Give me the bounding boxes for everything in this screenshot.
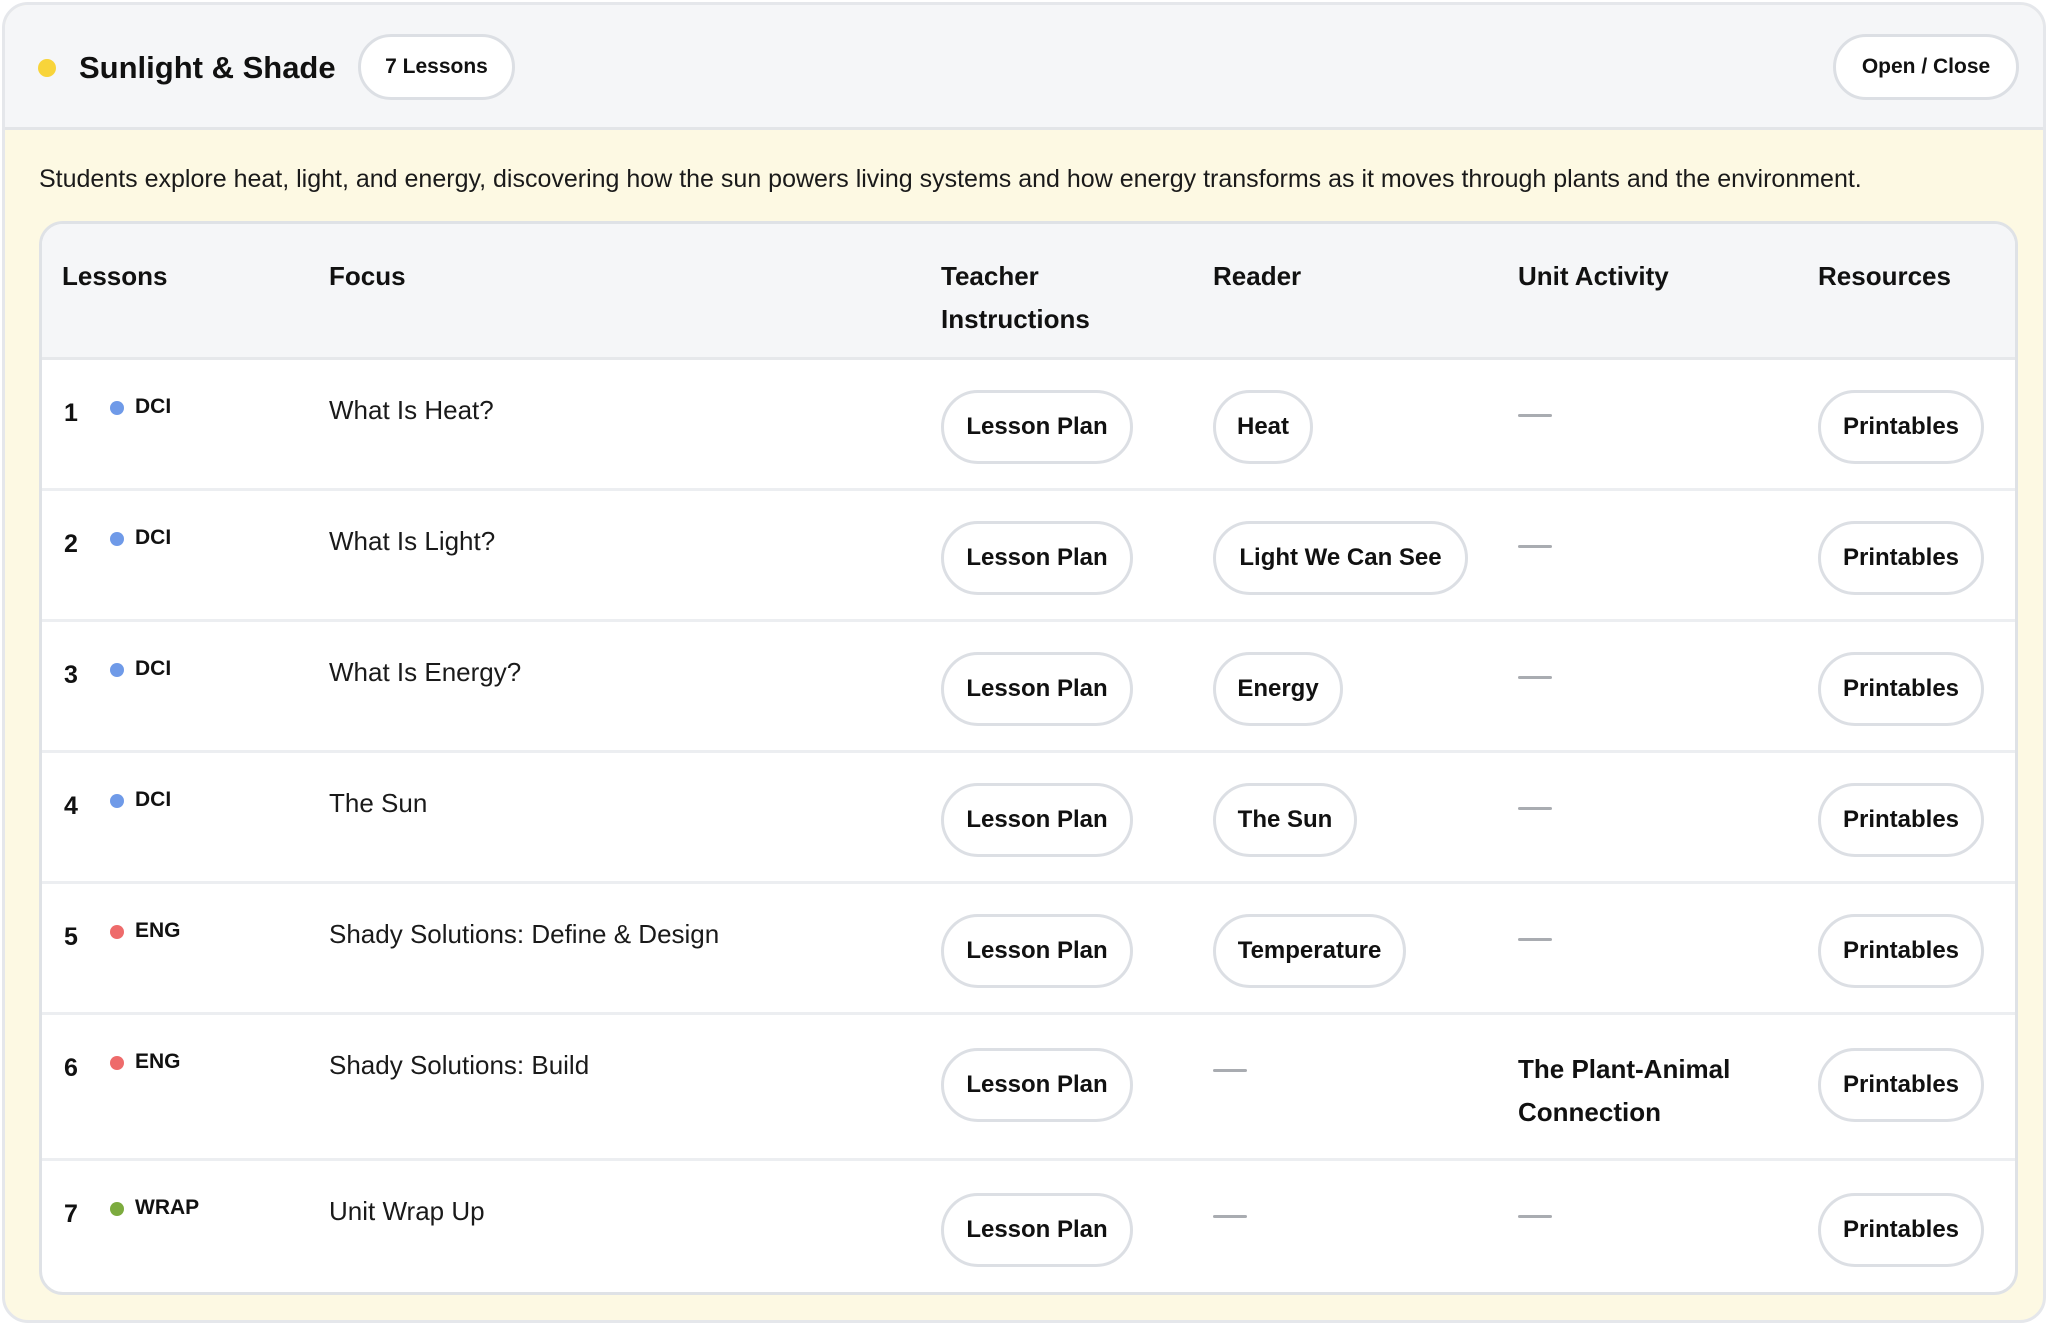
lesson-focus: Unit Wrap Up <box>329 1196 485 1226</box>
unit-activity-line-2: Connection <box>1518 1097 1661 1127</box>
lesson-plan-button[interactable]: Lesson Plan <box>941 1193 1133 1267</box>
reader-button[interactable]: The Sun <box>1213 783 1357 857</box>
lesson-plan-button[interactable]: Lesson Plan <box>941 914 1133 988</box>
lesson-number: 3 <box>64 661 78 689</box>
table-row <box>42 491 2015 622</box>
unit-title: Sunlight & Shade <box>79 50 336 85</box>
reader-empty-dash <box>1213 1215 1247 1218</box>
lesson-tag: WRAP <box>135 1196 200 1219</box>
lesson-plan-button[interactable]: Lesson Plan <box>941 521 1133 595</box>
column-header-teacher-line-1: Teacher <box>941 261 1039 291</box>
table-row <box>42 884 2015 1015</box>
unit-activity-empty-dash <box>1518 807 1552 810</box>
reader-empty-dash <box>1213 1069 1247 1072</box>
unit-activity-line-1: The Plant-Animal <box>1518 1054 1731 1084</box>
unit-activity-empty-dash <box>1518 938 1552 941</box>
table-row <box>42 1015 2015 1161</box>
unit-header <box>5 5 2043 130</box>
lessons-table <box>39 221 2018 1295</box>
unit-description: Students explore heat, light, and energy, discovering how the sun powers living systems and how energy transforms as it moves through plants and the environment. <box>39 165 1862 193</box>
tag-dot <box>110 1056 124 1070</box>
lesson-plan-button[interactable]: Lesson Plan <box>941 1048 1133 1122</box>
lesson-focus: The Sun <box>329 788 428 818</box>
lesson-tag: DCI <box>135 657 172 680</box>
unit-activity-empty-dash <box>1518 676 1552 679</box>
lesson-tag: DCI <box>135 526 172 549</box>
lesson-focus: What Is Energy? <box>329 657 522 687</box>
tag-dot <box>110 1202 124 1216</box>
lesson-plan-button[interactable]: Lesson Plan <box>941 390 1133 464</box>
printables-button[interactable]: Printables <box>1818 652 1984 726</box>
table-row <box>42 1161 2015 1295</box>
printables-button[interactable]: Printables <box>1818 914 1984 988</box>
lesson-count-badge: 7 Lessons <box>358 34 515 100</box>
lesson-plan-button[interactable]: Lesson Plan <box>941 652 1133 726</box>
table-row <box>42 622 2015 753</box>
printables-button[interactable]: Printables <box>1818 1193 1984 1267</box>
lesson-tag: DCI <box>135 788 172 811</box>
lesson-number: 4 <box>64 792 78 820</box>
lesson-number: 7 <box>64 1200 78 1228</box>
column-header-reader: Reader <box>1213 261 1302 291</box>
tag-dot <box>110 663 124 677</box>
unit-activity-empty-dash <box>1518 545 1552 548</box>
reader-button[interactable]: Temperature <box>1213 914 1406 988</box>
lesson-plan-button[interactable]: Lesson Plan <box>941 783 1133 857</box>
lesson-focus: What Is Heat? <box>329 395 494 425</box>
lesson-focus: What Is Light? <box>329 526 496 556</box>
column-header-teacher-line-2: Instructions <box>941 304 1090 334</box>
lesson-number: 2 <box>64 530 78 558</box>
column-header-focus: Focus <box>329 261 406 291</box>
table-row <box>42 360 2015 491</box>
printables-button[interactable]: Printables <box>1818 1048 1984 1122</box>
unit-card <box>2 2 2046 1323</box>
reader-button[interactable]: Energy <box>1213 652 1343 726</box>
printables-button[interactable]: Printables <box>1818 521 1984 595</box>
printables-button[interactable]: Printables <box>1818 783 1984 857</box>
reader-button[interactable]: Light We Can See <box>1213 521 1468 595</box>
lesson-number: 1 <box>64 399 78 427</box>
reader-button[interactable]: Heat <box>1213 390 1313 464</box>
lesson-tag: ENG <box>135 919 181 942</box>
tag-dot <box>110 925 124 939</box>
table-header <box>42 224 2015 360</box>
lesson-focus: Shady Solutions: Build <box>329 1050 590 1080</box>
unit-activity-empty-dash <box>1518 1215 1552 1218</box>
column-header-unit-activity: Unit Activity <box>1518 261 1669 291</box>
lesson-focus: Shady Solutions: Define & Design <box>329 919 720 949</box>
open-close-button[interactable]: Open / Close <box>1833 34 2019 100</box>
lesson-tag: ENG <box>135 1050 181 1073</box>
lesson-tag: DCI <box>135 395 172 418</box>
table-row <box>42 753 2015 884</box>
column-header-resources: Resources <box>1818 261 1951 291</box>
unit-color-dot <box>38 59 56 77</box>
tag-dot <box>110 794 124 808</box>
lesson-number: 6 <box>64 1054 78 1082</box>
column-header-lessons: Lessons <box>62 261 168 291</box>
unit-activity-link[interactable] <box>1518 1048 1730 1134</box>
printables-button[interactable]: Printables <box>1818 390 1984 464</box>
unit-activity-empty-dash <box>1518 414 1552 417</box>
column-header-teacher-instructions <box>941 255 1090 341</box>
lesson-number: 5 <box>64 923 78 951</box>
tag-dot <box>110 532 124 546</box>
tag-dot <box>110 401 124 415</box>
